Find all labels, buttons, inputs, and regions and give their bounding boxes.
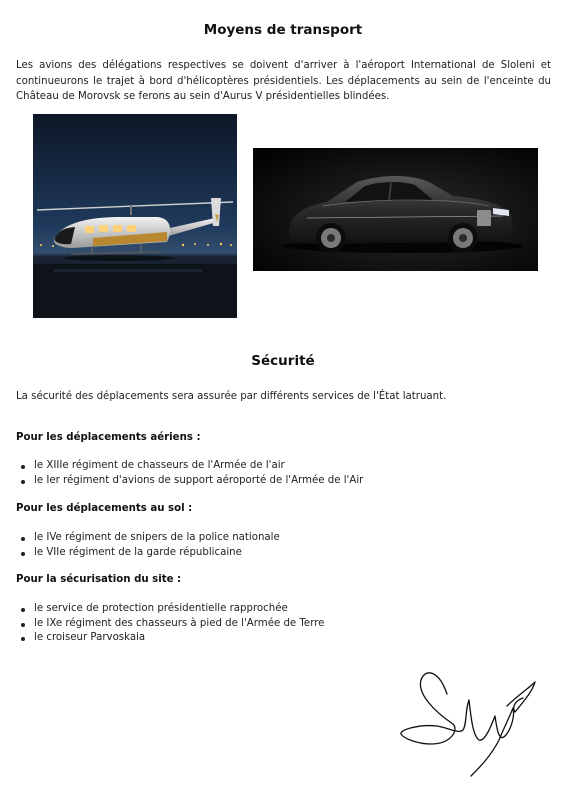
list-item: le croiseur Parvoskaia (16, 631, 324, 646)
list-site (16, 602, 324, 646)
section-title-transport: Moyens de transport (203, 22, 363, 38)
subheading-ground: Pour les déplacements au sol : (16, 503, 193, 514)
subheading-site: Pour la sécurisation du site : (16, 574, 182, 585)
subheading-air: Pour les déplacements aériens : (16, 432, 201, 443)
list-item: le XIIIe régiment de chasseurs de l'Armée de l'air (16, 459, 363, 474)
security-intro: La sécurité des déplacements sera assurée par différents services de l'État latruant. (16, 391, 447, 402)
transport-paragraph: Les avions des délégations respectives se doivent d'arriver à l'aéroport International de Sloleni et continueurons le trajet à bord d'hélicoptères présidentiels. Les déplacements au sein de l'enceinte du Château de Morovsk se ferons au sein d'Aurus V présidentielles blindées. (16, 60, 551, 102)
list-ground (16, 531, 280, 560)
list-item: le service de protection présidentielle rapprochée (16, 602, 324, 617)
armored-limousine-photo (253, 148, 538, 271)
list-item: le VIIe régiment de la garde républicaine (16, 546, 280, 561)
list-item: le IVe régiment de snipers de la police nationale (16, 531, 280, 546)
helicopter-illustration (33, 114, 237, 318)
section-title-security: Sécurité (251, 353, 315, 369)
list-air (16, 459, 363, 488)
helicopter-photo (33, 114, 237, 318)
list-item: le Ier régiment d'avions de support aéroporté de l'Armée de l'Air (16, 474, 363, 489)
limousine-illustration (253, 148, 538, 271)
handwritten-signature (395, 660, 545, 780)
list-item: le IXe régiment des chasseurs à pied de l'Armée de Terre (16, 617, 324, 632)
